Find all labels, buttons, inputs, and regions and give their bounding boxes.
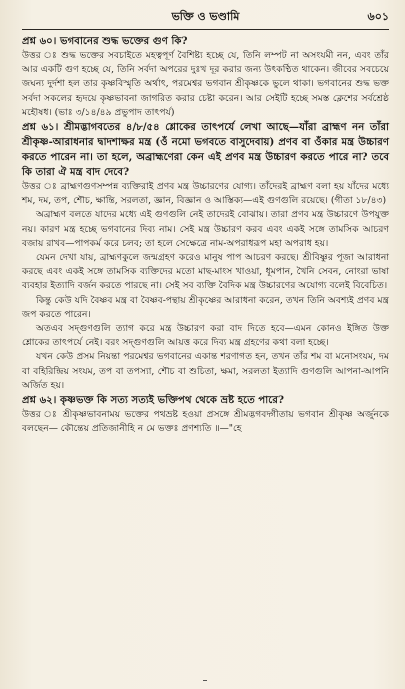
answer-61-paragraph-6: যখন কেউ প্রসম নিয়ন্তা পরমেশ্বর ভগবানের একান্ত শরণাগত হন, তখন তাঁর শম বা মনোসংযম, দম বা বহিরিন্দ্রিয় সংযম, তপ বা তপস্যা, শৌচ বা শুচিতা, ক্ষমা, সরলতা ইত্যাদি গুণগুলি আপনা-আপনি অর্জিত হয়। [22, 351, 389, 391]
page-header [22, 8, 389, 27]
answer-61: উত্তর ঃ ব্রাহ্মণগুণসম্পন্ন ব্যক্তিরাই প্রণব মন্ত্র উচ্চারণের যোগ্য। তাঁদেরই ব্রাহ্মণ বলা হয় যাঁদের মধ্যে শম, দম, তপ, শৌচ, ক্ষান্তি, সরলতা, জ্ঞান, বিজ্ঞান ও আস্তিক্য—এই গুণগুলি রয়েছে। (গীতা ১৮/৪৩) [22, 181, 389, 207]
answer-61-paragraph-3: যেমন দেখা যায়, ব্রাহ্মণকুলে জন্মগ্রহণ করেও মানুষ পাপ আচরণ করছে। শ্রীবিষ্ণুর পূজা আরাধনা করছে এবং একই সঙ্গে তামসিক ব্যক্তিদের মতো মাছ-মাংস খাওয়া, ধূমপান, খৈনি সেবন, নোংরা ভাষা ব্যবহার ইত্যাদি বর্জন করতে পারছে না। সেই সব ব্যক্তি বৈদিক মন্ত্র উচ্চারণের অযোগ্য বলেই বিবেচিত। [22, 252, 389, 292]
footer-mark [203, 680, 207, 681]
answer-60: উত্তর ঃ শুদ্ধ ভক্তের সবচাইতে মহত্বপূর্ণ বৈশিষ্ট্য হচ্ছে যে, তিনি লম্পট না অসংযমী নন, এবং তাঁর আর একটি গুণ হচ্ছে যে, তিনি সর্বদা অপরের দুঃখ দূর করার জন্য উৎকণ্ঠিত থাকেন। জীবের সবচেয়ে জঘন্য দুর্দশা হল তার কৃষ্ণবিস্মৃতি অর্থাৎ, পরমেশ্বর ভগবান শ্রীকৃষ্ণকে ভুলে থাকা। ভগবানের শুদ্ধ ভক্ত সর্বদা সকলের হৃদয়ে কৃষ্ণভাবনা জাগরিত করার চেষ্টা করেন। আর সেইটি হচ্ছে সমস্ত ক্লেশের সর্বশ্রেষ্ঠ মহৌষধ। (ভাঃ ৩/১৪/৪৯ প্রভুপাদ তাৎপর্য) [22, 50, 389, 118]
page-body [22, 34, 389, 436]
answer-61-paragraph-4: কিন্তু কেউ যদি বৈষ্ণব মন্ত্র বা বৈষ্ণব-পন্থায় শ্রীকৃষ্ণের আরাধনা করেন, তখন তিনি অবশ্যই প্রণব মন্ত্র জপ করতে পারেন। [22, 294, 389, 320]
answer-61-paragraph-5: অতএব সদ্গুণগুলি ত্যাগ করে মন্ত্র উচ্চারণ করা বাদ দিতে হবে—এমন কোনও ইঙ্গিত উক্ত শ্লোকের তাৎপর্যে নেই। বরং সদ্গুণগুলি আয়ত্ত করে দিব্য মন্ত্র গ্রহণের কথা বলা হচ্ছে। [22, 323, 389, 349]
question-61: প্রশ্ন ৬১। শ্রীমদ্ভাগবতের ৪/৮/৫৪ শ্লোকের তাৎপর্যে লেখা আছে—যাঁরা ব্রাহ্মণ নন তাঁরা শ্রীকৃষ্ণ-আরাধনার দ্বাদশাক্ষর মন্ত্র (ওঁ নমো ভগবতে বাসুদেবায়) প্রণব বা ওঁকার মন্ত্র উচ্চারণ করতে পারেন না। তা হলে, অব্রাহ্মণেরা কেন এই প্রণব মন্ত্র উচ্চারণ করতে পারে না? তবে কি তারা ঐ মন্ত্র বাদ দেবে? [22, 121, 389, 179]
answer-61-paragraph-2: অব্রাহ্মণ বলতে যাদের মধ্যে এই গুণগুলি নেই তাদেরই বোঝায়। তারা প্রণব মন্ত্র উচ্চারণে উপযুক্ত নয়। কারণ মন্ত্র হচ্ছে ভগবানের দিব্য নাম। সেই মন্ত্র উচ্চারণ করব এবং একই সঙ্গে তামসিক আচরণ বজায় রাখব—পাপকর্ম করে চলব; তা হলে সেক্ষেত্রে নাম-অপরাধরূপ মহা অপরাধ হয়। [22, 209, 389, 249]
page-number: ৬০১ [367, 10, 389, 23]
question-60: প্রশ্ন ৬০। ভগবানের শুদ্ধ ভক্তের গুণ কি? [22, 35, 188, 47]
question-62: প্রশ্ন ৬২। কৃষ্ণভক্ত কি সত্য সত্যই ভক্তিপথ থেকে ভ্রষ্ট হতে পারে? [22, 394, 284, 407]
header-rule [22, 29, 389, 30]
running-title: ভক্তি ও ভণ্ডামি [171, 10, 240, 23]
answer-62: উত্তর ঃ শ্রীকৃষ্ণভাবনাময় ভক্তের পথভ্রষ্ট হওয়া প্রসঙ্গে শ্রীমদ্ভগবদ্গীতায় ভগবান শ্রীকৃষ্ণ অর্জুনকে বলছেন— কৌন্তেয় প্রতিজানীহি ন মে ভক্তঃ প্রণশ্যতি ॥—"হে [22, 409, 389, 435]
